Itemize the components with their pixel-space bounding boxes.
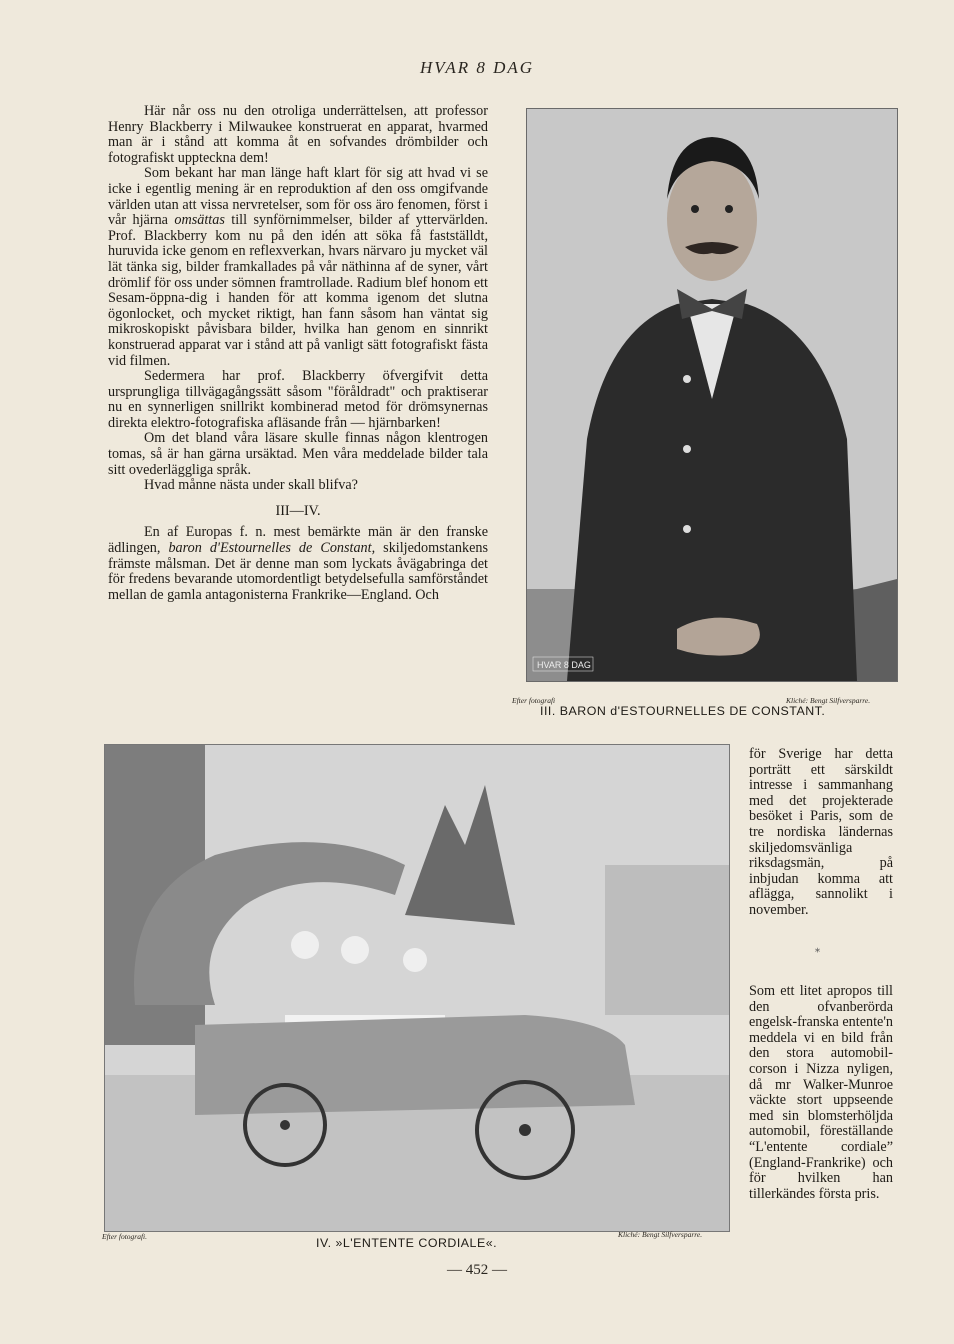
photo-credit: Efter fotografi. bbox=[102, 1232, 147, 1241]
flower-car-photograph bbox=[104, 744, 730, 1232]
page-number: — 452 — bbox=[447, 1262, 507, 1278]
article-paragraph: Här når oss nu den otroliga underrättelsen, att professor Henry Blackberry i Milwaukee konstruerat en apparat, hvarmed man är i stånd att komma åt en sofvandes drömbilder och fotografiskt uppteckna dem! bbox=[108, 103, 488, 166]
article-paragraph: Hvad månne nästa under skall blifva? bbox=[144, 477, 358, 494]
figure-caption: III. BARON d'ESTOURNELLES DE CONSTANT. bbox=[540, 704, 826, 718]
emphasis-name: baron d'Estournelles de Constant, bbox=[168, 540, 376, 557]
portrait-photograph bbox=[526, 108, 898, 682]
right-column-text-2 bbox=[749, 984, 893, 1202]
figure-caption: IV. »L'ENTENTE CORDIALE«. bbox=[316, 1236, 498, 1250]
photo-credit: Efter fotografi bbox=[512, 696, 556, 705]
section-separator: ⁎ bbox=[815, 944, 820, 955]
article-paragraph: Om det bland våra läsare skulle finnas någon klentrogen tomas, så är han gärna ursäktad. Men våra meddelade bilder tala sitt ovederläggliga språk. bbox=[108, 430, 488, 478]
left-column-article bbox=[108, 104, 488, 603]
article-paragraph: Som bekant har man länge haft klart för sig att hvad vi se icke i egentlig mening är en reproduktion af den oss omgifvande världen utan att vissa nervretelser, som för oss äro fenomen, först i vår hjärna omsättas till synförnimmelser, bilder af yttervärlden. Prof. Blackberry kom nu på den idén att söka få fastställdt, huruvida icke genom en reflexverkan, hvars närvaro ju mycket väl lät tänka sig, bilder framkallades på vår näthinna af de syner, vårt drömlif för oss under sömnen framtrollade. Radium blef honom ett Sesam-öppna-dig i handen för att komma igenom det slutna ögonlocket, och mycket riktigt, han fann såsom han väntat sig mikroskopiskt påvisbara bilder, hvilka han genom en sinnrikt konstruerad apparat var i stånd att på vanligt sätt fotografiskt fästa vid filmen. bbox=[108, 165, 489, 369]
cliche-credit: Kliché: Bengt Silfversparre. bbox=[618, 1230, 703, 1239]
article-paragraph: En af Europas f. n. mest bemärkte män är den franske ädlingen, baron d'Estournelles de Constant, skiljedomstankens främste målsman. Det är denne man som lyckats åvägabringa det för fredens bevarande utomordentligt betydelsefulla samförståndet mellan de gamla antagonisterna Frankrike—England. Och bbox=[108, 524, 488, 603]
emphasis-text: omsättas bbox=[174, 212, 225, 229]
right-column-text-1 bbox=[749, 747, 893, 919]
section-heading: III—IV. bbox=[275, 502, 321, 519]
article-paragraph: för Sverige har detta porträtt ett särskildt intresse i sammanhang med det projekterade besöket i Paris, som de tre nordiska ländernas skiljedomsvänliga riksdagsmän, på inbjudan komma att aflägga, sannolikt i november. bbox=[749, 746, 893, 918]
page-header: HVAR 8 DAG bbox=[419, 58, 535, 77]
article-paragraph: Som ett litet apropos till den ofvanberörda engelsk-franska entente'n meddela vi en bild från den stora automobil-corson i Nizza nyligen, då mr Walker-Munroe väckte stort uppseende med sin blomsterhöljda automobil, föreställande “L'entente cordiale” (England-Frankrike) och för hvilken han tillerkändes första pris. bbox=[749, 983, 893, 1202]
cliche-credit: Kliché: Bengt Silfversparre. bbox=[786, 696, 871, 705]
article-paragraph: Sedermera har prof. Blackberry öfvergifvit detta ursprungliga tillvägagångssätt såsom "föråldradt" och praktiserar nu en synnerligen snillrikt kombinerad metod för drömsynernas direkta elektro-fotografiska afläsande från — hjärnbarken! bbox=[108, 368, 488, 431]
photo-watermark: HVAR 8 DAG bbox=[537, 660, 591, 670]
